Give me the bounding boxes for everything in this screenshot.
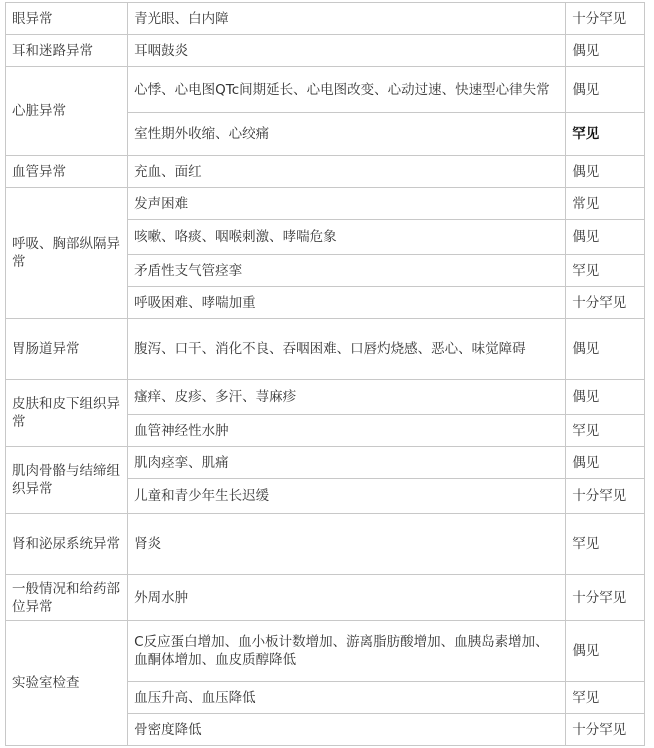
reaction-cell: 矛盾性支气管痉挛 — [128, 255, 566, 287]
frequency-cell: 罕见 — [566, 113, 645, 156]
reaction-cell: 外周水肿 — [128, 575, 566, 621]
reaction-cell: 腹泻、口干、消化不良、吞咽困难、口唇灼烧感、恶心、味觉障碍 — [128, 319, 566, 380]
system-cell: 肾和泌尿系统异常 — [6, 514, 128, 575]
table-row — [6, 319, 645, 380]
reaction-cell: 呼吸困难、哮喘加重 — [128, 287, 566, 319]
table-row — [6, 156, 645, 188]
system-cell: 耳和迷路异常 — [6, 35, 128, 67]
table-row — [6, 35, 645, 67]
reaction-cell: 肾炎 — [128, 514, 566, 575]
reaction-cell: 充血、面红 — [128, 156, 566, 188]
frequency-cell: 罕见 — [566, 255, 645, 287]
reaction-cell: 发声困难 — [128, 188, 566, 220]
frequency-cell: 十分罕见 — [566, 714, 645, 746]
reaction-cell: 血压升高、血压降低 — [128, 682, 566, 714]
reaction-cell: 心悸、心电图QTc间期延长、心电图改变、心动过速、快速型心律失常 — [128, 67, 566, 113]
table-row — [6, 67, 645, 113]
system-cell: 一般情况和给药部位异常 — [6, 575, 128, 621]
table-row — [6, 380, 645, 415]
reaction-cell: 耳咽鼓炎 — [128, 35, 566, 67]
system-cell: 肌肉骨骼与结缔组织异常 — [6, 447, 128, 514]
system-cell: 胃肠道异常 — [6, 319, 128, 380]
frequency-cell: 偶见 — [566, 319, 645, 380]
reaction-cell: 儿童和青少年生长迟缓 — [128, 479, 566, 514]
table-row — [6, 188, 645, 220]
frequency-cell: 偶见 — [566, 35, 645, 67]
reaction-cell: C反应蛋白增加、血小板计数增加、游离脂肪酸增加、血胰岛素增加、血酮体增加、血皮质醇降低 — [128, 621, 566, 682]
frequency-cell: 偶见 — [566, 220, 645, 255]
table-row — [6, 3, 645, 35]
reaction-cell: 咳嗽、咯痰、咽喉刺激、哮喘危象 — [128, 220, 566, 255]
frequency-cell: 偶见 — [566, 67, 645, 113]
system-cell: 眼异常 — [6, 3, 128, 35]
system-cell: 实验室检查 — [6, 621, 128, 746]
frequency-cell: 偶见 — [566, 156, 645, 188]
table-row — [6, 575, 645, 621]
table-row — [6, 514, 645, 575]
table-row — [6, 621, 645, 682]
frequency-cell: 十分罕见 — [566, 287, 645, 319]
frequency-cell: 罕见 — [566, 415, 645, 447]
frequency-cell: 罕见 — [566, 682, 645, 714]
frequency-cell: 常见 — [566, 188, 645, 220]
reaction-cell: 室性期外收缩、心绞痛 — [128, 113, 566, 156]
adverse-reactions-table — [5, 2, 645, 746]
frequency-cell: 偶见 — [566, 621, 645, 682]
frequency-cell: 罕见 — [566, 514, 645, 575]
frequency-cell: 十分罕见 — [566, 575, 645, 621]
system-cell: 皮肤和皮下组织异常 — [6, 380, 128, 447]
table-row — [6, 447, 645, 479]
system-cell: 心脏异常 — [6, 67, 128, 156]
reaction-cell: 骨密度降低 — [128, 714, 566, 746]
reaction-cell: 血管神经性水肿 — [128, 415, 566, 447]
frequency-cell: 偶见 — [566, 447, 645, 479]
reaction-cell: 青光眼、白内障 — [128, 3, 566, 35]
frequency-cell: 十分罕见 — [566, 479, 645, 514]
system-cell: 呼吸、胸部纵隔异常 — [6, 188, 128, 319]
system-cell: 血管异常 — [6, 156, 128, 188]
frequency-cell: 偶见 — [566, 380, 645, 415]
reaction-cell: 瘙痒、皮疹、多汗、荨麻疹 — [128, 380, 566, 415]
frequency-cell: 十分罕见 — [566, 3, 645, 35]
reaction-cell: 肌肉痉挛、肌痛 — [128, 447, 566, 479]
